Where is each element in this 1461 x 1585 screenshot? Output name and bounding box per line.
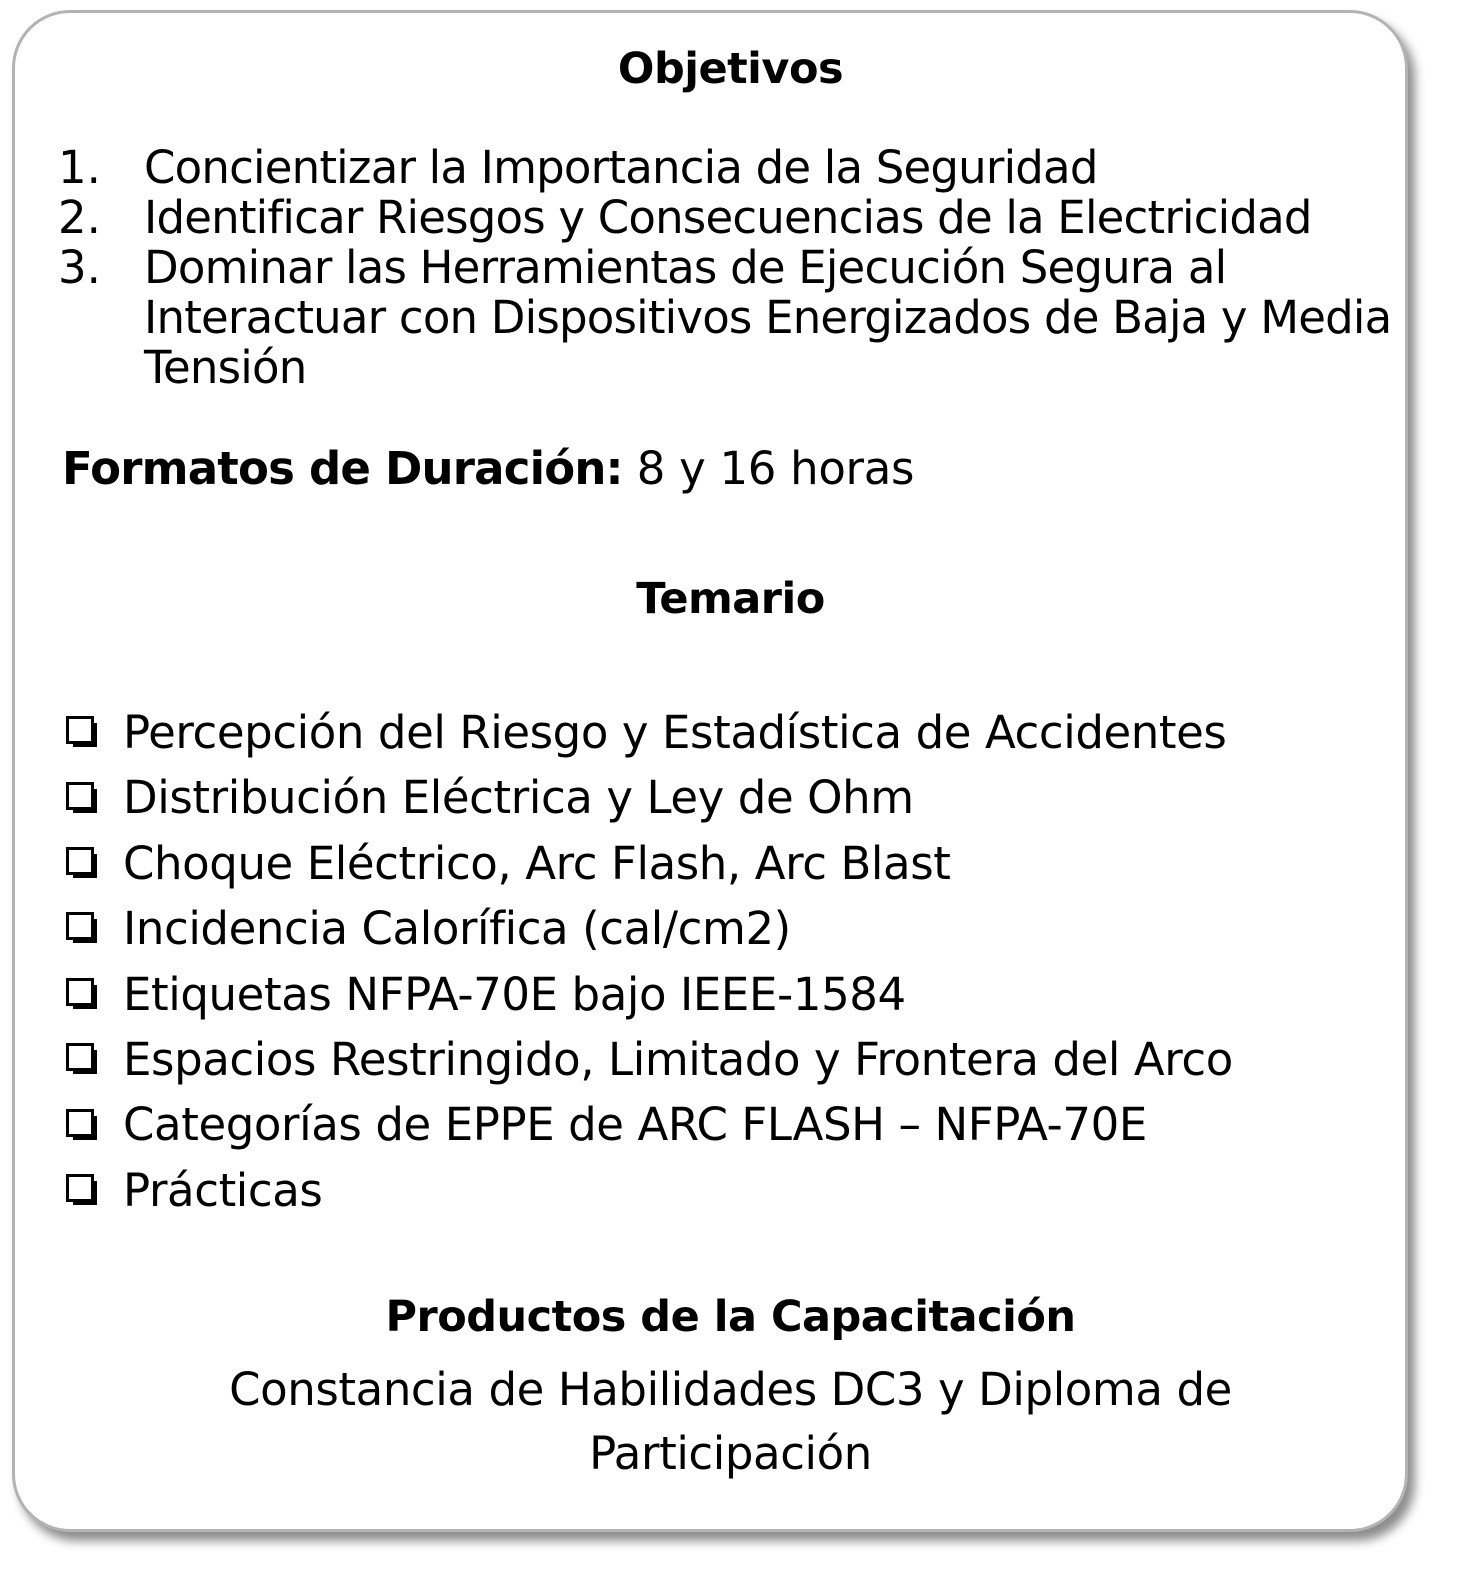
checkbox-icon [66,1174,99,1207]
objective-text: Identificar Riesgos y Consecuencias de la Electricidad [144,191,1312,244]
objective-text: Dominar las Herramientas de Ejecución Segura al Interactuar con Dispositivos Energizados de Baja y Media Tensión [144,241,1392,394]
temario-title: Temario [636,574,825,624]
objective-number: 3. [58,241,101,294]
objective-number: 2. [58,191,101,244]
checkbox-icon [66,978,99,1011]
temario-item-text: Distribución Eléctrica y Ley de Ohm [123,771,914,825]
temario-item-text: Categorías de EPPE de ARC FLASH – NFPA-70E [123,1098,1147,1152]
temario-item [66,1158,1233,1223]
temario-item [66,1092,1233,1157]
objective-item [58,243,1418,393]
objective-item [58,193,1418,243]
checkbox-icon [66,1043,99,1076]
objectives-title: Objetivos [617,44,844,94]
products-title: Productos de la Capacitación [385,1292,1076,1342]
temario-item-text: Espacios Restringido, Limitado y Frontera del Arco [123,1032,1233,1086]
temario-item [66,962,1233,1027]
checkbox-icon [66,847,99,880]
checkbox-icon [66,912,99,945]
duration-line [62,444,914,494]
temario-item-text: Prácticas [123,1163,323,1217]
checkbox-icon [66,782,99,815]
temario-item-text: Percepción del Riesgo y Estadística de Accidentes [123,706,1227,759]
products-line-1: Constancia de Habilidades DC3 y Diploma de [229,1363,1232,1416]
objective-item [58,143,1418,193]
duration-value: 8 y 16 horas [622,442,915,495]
duration-label: Formatos de Duración: [62,442,623,495]
temario-item-text: Etiquetas NFPA-70E bajo IEEE-1584 [123,967,906,1021]
temario-item [66,1027,1233,1092]
temario-list [66,700,1233,1223]
checkbox-icon [66,1109,99,1142]
objective-text: Concientizar la Importancia de la Seguridad [144,141,1098,194]
objectives-list [58,143,1418,393]
temario-item [66,896,1233,961]
temario-item-text: Incidencia Calorífica (cal/cm2) [123,902,791,956]
checkbox-icon [66,716,99,749]
temario-item [66,765,1233,830]
temario-item [66,831,1233,896]
products-description [0,1358,1461,1486]
temario-item [66,700,1233,765]
objective-number: 1. [58,141,101,194]
temario-item-text: Choque Eléctrico, Arc Flash, Arc Blast [123,836,951,890]
products-line-2: Participación [589,1427,872,1480]
